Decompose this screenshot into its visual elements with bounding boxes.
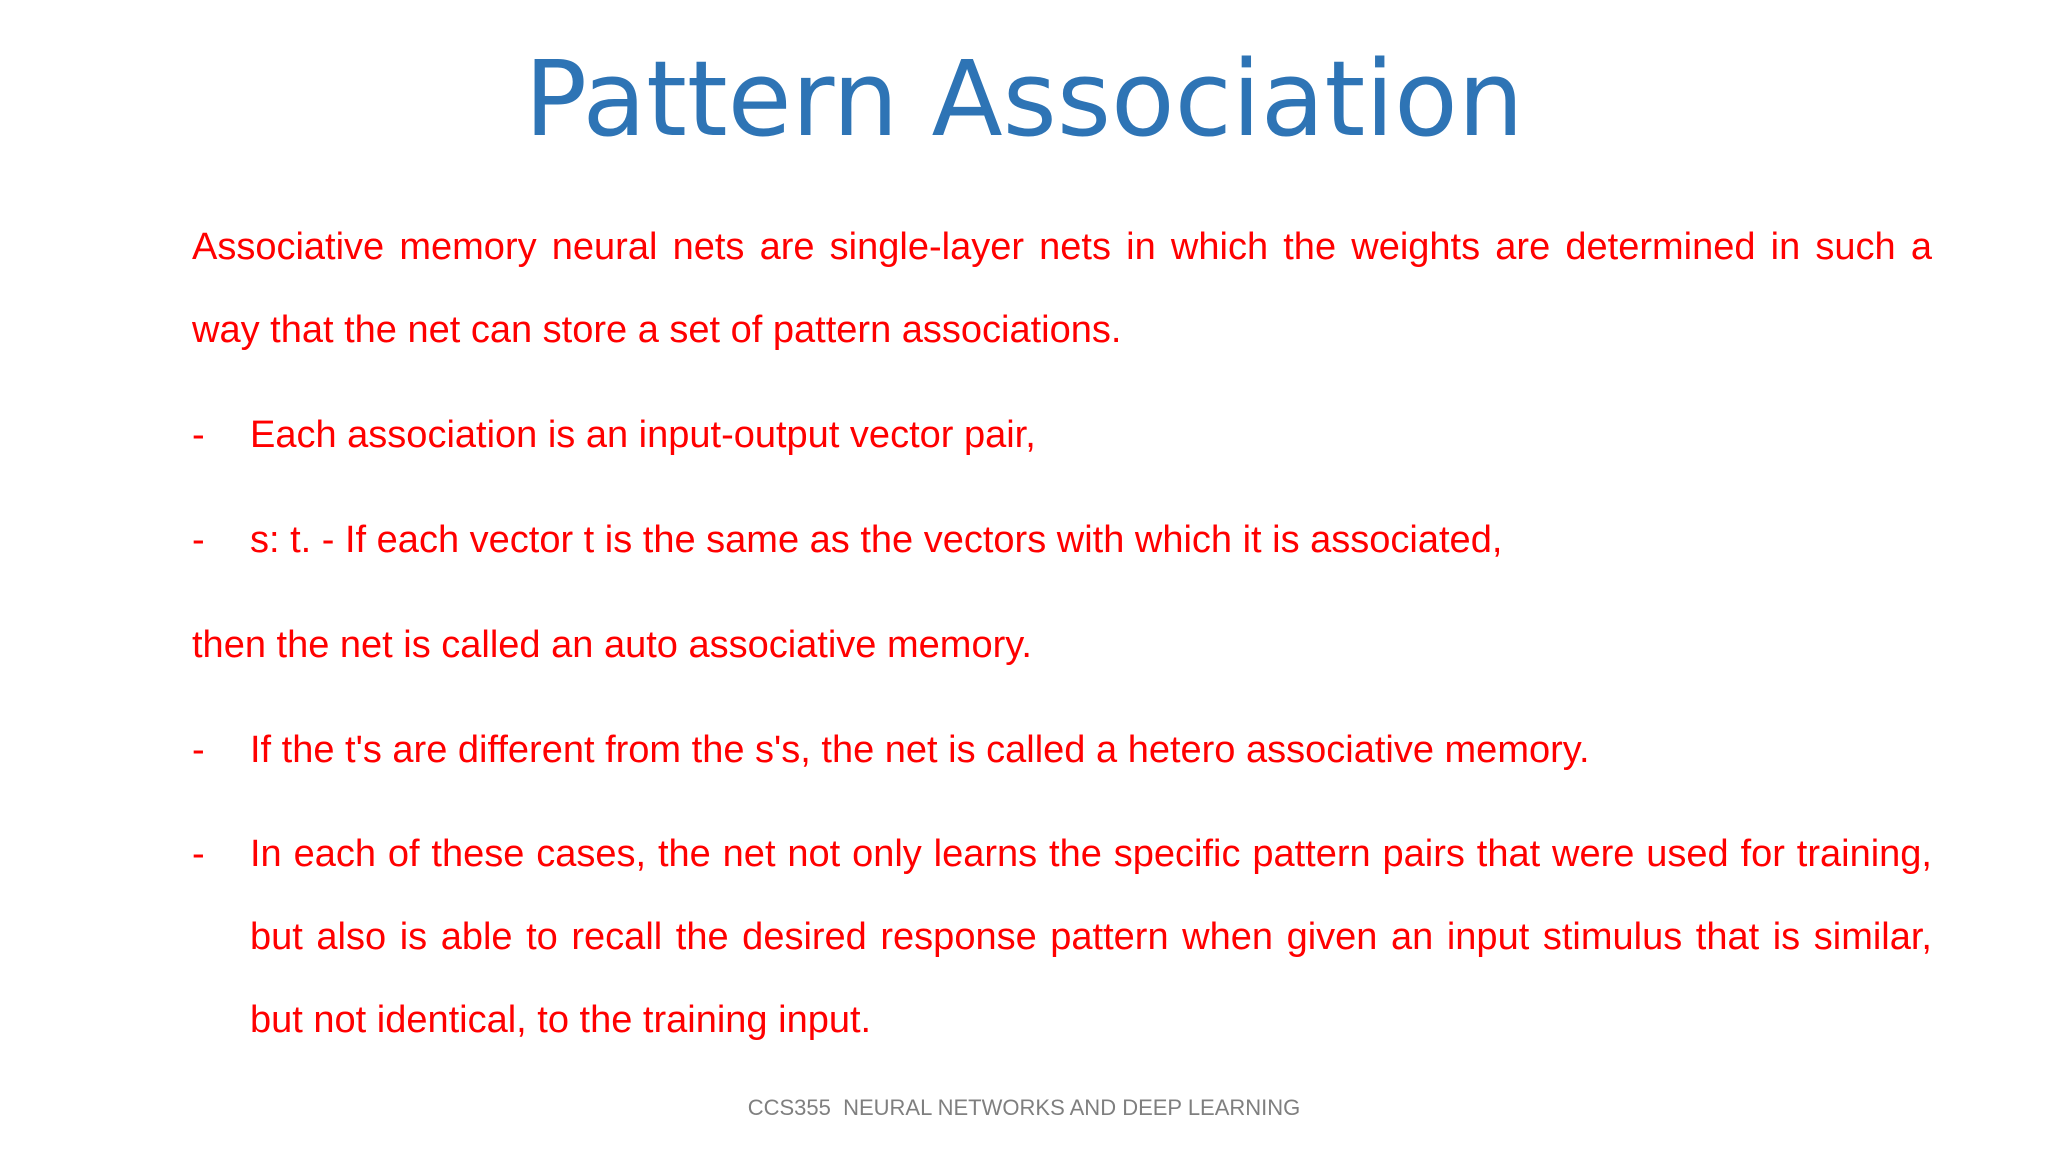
bullet-item — [192, 394, 1932, 477]
bullet-item — [192, 813, 1932, 1062]
intro-paragraph: Associative memory neural nets are single-layer nets in which the weights are determined in such a way that the net can store a set of pattern associations. — [192, 226, 1932, 351]
bullet-text: Each association is an input-output vector pair, — [250, 414, 1036, 456]
bullet-text: If the t's are different from the s's, the net is called a hetero associative memory. — [250, 729, 1590, 771]
bullet-marker: - — [192, 414, 205, 456]
bullet-item — [192, 709, 1932, 792]
bullet-marker: - — [192, 833, 205, 875]
bullet-text: s: t. - If each vector t is the same as the vectors with which it is associated, — [250, 519, 1503, 561]
bullet-item — [192, 499, 1932, 582]
slide-footer: CCS355 NEURAL NETWORKS AND DEEP LEARNING — [747, 1095, 1301, 1120]
auto-associative-line: then the net is called an auto associative memory. — [192, 624, 1032, 666]
bullet-text: In each of these cases, the net not only learns the specific pattern pairs that were used for training, but also is able to recall the desired response pattern when given an input stimulus that is similar, but not identical, to the training input. — [250, 833, 1932, 1041]
bullet-marker: - — [192, 729, 205, 771]
bullet-marker: - — [192, 519, 205, 561]
slide-title: Pattern Association — [524, 38, 1524, 160]
